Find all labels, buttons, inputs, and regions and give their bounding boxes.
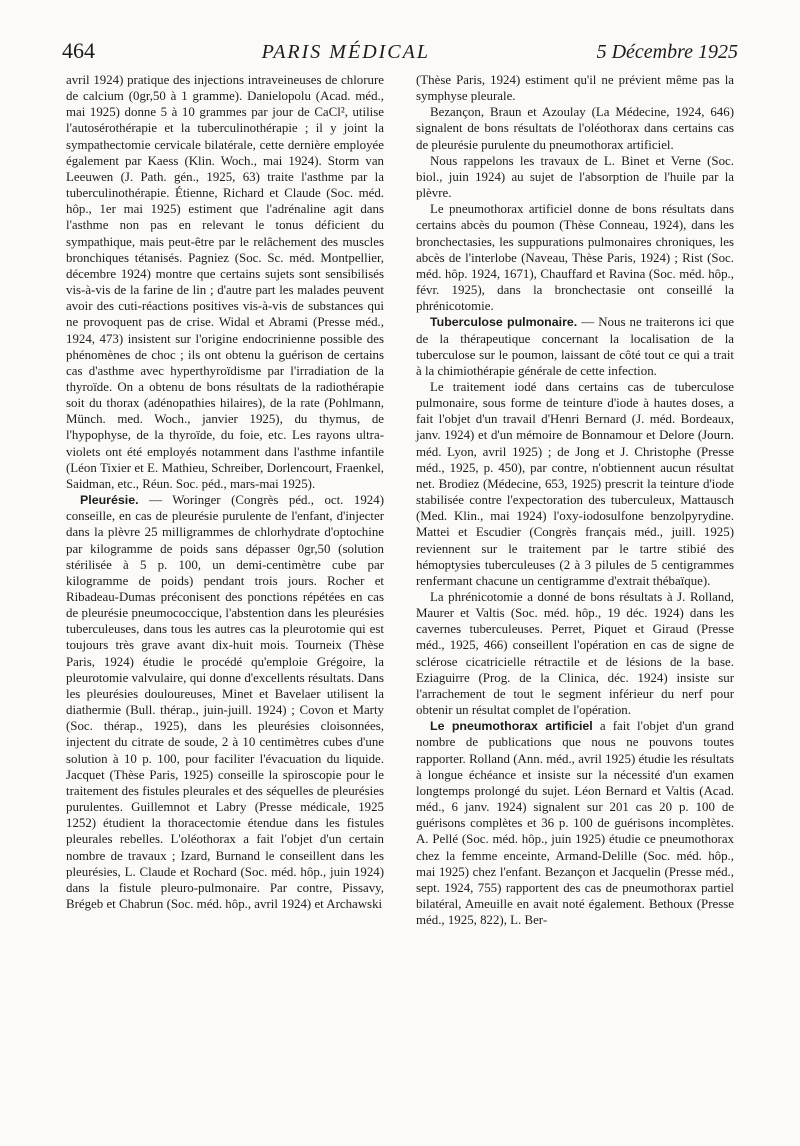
section-heading: Tuberculose pulmonaire. (430, 315, 578, 330)
paragraph-text: — Nous ne traiterons ici que de la thérapeutique concernant la localisation de la tuberculose sur le poumon, laissant de côté tout ce qui a trait à la chimiothérapie générale de cette infection. (416, 315, 734, 378)
section-heading: Pleurésie. (80, 493, 139, 508)
journal-title: PARIS MÉDICAL (261, 41, 430, 63)
paragraph: La phrénicotomie a donné de bons résultats à J. Rolland, Maurer et Valtis (Soc. méd. hôp., 19 déc. 1924) dans les cavernes tuberculeuses. Perret, Piquet et Giraud (Presse méd., 1925, 466) conseillent l'opération en cas de signe de sclérose cicatricielle rétractile et de lésions de la base. Eziaguirre (Prog. de la Clinica, déc. 1924) insiste sur l'arrachement de tout le segment inférieur du nerf pour obtenir un résultat complet de l'opération. (416, 590, 734, 718)
paragraph: Nous rappelons les travaux de L. Binet et Verne (Soc. biol., juin 1924) au sujet de l'absorption de l'huile par la plèvre. (416, 153, 734, 201)
page-header (62, 38, 738, 68)
page-number: 464 (62, 38, 95, 63)
right-column (416, 72, 734, 928)
issue-date: 5 Décembre 1925 (596, 41, 738, 63)
paragraph (416, 718, 734, 928)
paragraph: Bezançon, Braun et Azoulay (La Médecine, 1924, 646) signalent de bons résultats de l'oléothorax dans certains cas de pleurésie purulente du pneumothorax artificiel. (416, 105, 734, 152)
paragraph (416, 314, 734, 379)
paragraph: avril 1924) pratique des injections intraveineuses de chlorure de calcium (0gr,50 à 1 gramme). Danielopolu (Acad. méd., mai 1925) donne 5 à 10 grammes par jour de CaCl², utilise l'autosérothérapie et la tuberculinothérapie ; il y joint la sympathectomie cervicale bilatérale, cette dernière employée également par Kaess (Klin. Woch., mai 1924). Storm van Leeuwen (J. Path. gén., 1925, 63) traite l'asthme par la tuberculinothérapie. Étienne, Richard et Claude (Soc. méd. hôp., 1er mai 1925) estiment que l'adrénaline agit dans l'asthme non pas en relevant le tonus déficient du sympathique, mais peut-être par le relâchement des muscles bronchiques tétanisés. Pagniez (Soc. Sc. méd. Montpellier, décembre 1924) montre que certains sujets sont sensibilisés vis-à-vis de la farine de lin ; d'autre part les malades peuvent avoir des cuti-réactions positives vis-à-vis de substances qui ne provoquent pas de crise. Widal et Abrami (Presse méd., 1924, 473) insistent sur l'origine endocrinienne possible des phénomènes de choc ; ils ont obtenu la guérison de certains cas d'asthme avec hyperthyroïdisme par l'irradiation de la thyroïde. On a obtenu de bons résultats de la radiothérapie soit du thorax (adénopathies hilaires), de la rate (Pohlmann, Münch. med. Woch., janvier 1925), du thymus, de l'hypophyse, de la thyroïde, du foie, etc. Les rayons ultra-violets ont été employés notamment dans l'asthme infantile (Léon Tixier et E. Mathieu, Schreiber, Dorlencourt, Fraenkel, Saidman, etc., Réun. Soc. péd., mars-mai 1925). (66, 73, 384, 491)
paragraph (66, 492, 384, 912)
left-column (66, 72, 384, 912)
paragraph-text: a fait l'objet d'un grand nombre de publications que nous ne pouvons toutes rapporter. Rolland (Ann. méd., avril 1925) étudie les résultats à longue échéance et insiste sur la nécessité d'un examen longtemps prolongé du sujet. Léon Bernard et Valtis (Acad. méd., 6 janv. 1924) signalent sur 201 cas 20 p. 100 de guérisons complètes et 36 p. 100 de guérisons incomplètes. A. Pellé (Soc. méd. hôp., juin 1925) étudie ce pneumothorax chez la femme enceinte, Armand-Delille (Soc. méd. hôp., mai 1925) chez l'enfant. Bezançon et Jacquelin (Presse méd., sept. 1924, 755) rapportent des cas de pneumothorax partiel bilatéral, Ameuille en avait noté également. Bethoux (Presse méd., 1925, 822), L. Ber- (416, 719, 735, 928)
paragraph: Le traitement iodé dans certains cas de tuberculose pulmonaire, sous forme de teinture d'iode à hautes doses, a fait l'objet d'un travail d'Henri Bernard (J. méd. Bordeaux, janv. 1924) et d'un mémoire de Bonnamour et Delore (Journ. méd. Lyon, avril 1925) ; de Jong et J. Christophe (Presse méd., 1925, p. 450), par contre, n'obtiennent aucun résultat net. Brodiez (Médecine, 653, 1925) prescrit la teinture d'iode stabilisée contre l'expectoration des tuberculeux, Mattausch (Med. Klin., mai 1924) l'oxy-iodosulfone benzolpyrydine. Mattei et Escudier (Congrès français méd., juill. 1925) reviennent sur le traitement par le tartre stibié des hémoptysies tuberculeuses (2 à 3 pilules de 5 centigrammes renfermant chacune un centigramme d'extrait thébaïque). (416, 379, 734, 588)
paragraph-text: — Woringer (Congrès péd., oct. 1924) conseille, en cas de pleurésie purulente de l'enfant, d'injecter dans la plèvre 25 milligrammes de chlorhydrate d'optochine par kilogramme de poids sans dépasser 0gr,50 (solution stérilisée à 5 p. 100, un demi-centimètre cube par kilogramme de poids) pendant trois jours. Rocher et Ribadeau-Dumas préconisent des ponctions répétées en cas de pleurésie pneumococcique, l'abstention dans les pleurésies tuberculeuses, dans tous les autres cas la pleurotomie qui est toujours très grave avant dix-huit mois. Tourneix (Thèse Paris, 1924) étudie le procédé qu'emploie Grégoire, la pleurotomie valvulaire, qui donne d'excellents résultats. Dans les pleurésies douloureuses, Minet et Bavelaer utilisent la diathermie (Bull. thérap., juin-juill. 1924) ; Covon et Marty (Soc. thérap., 1925), dans les pleurésies cloisonnées, injectent du citrate de soude, 2 à 10 centimètres cubes d'une solution à 10 p. 100, pour faciliter l'évacuation du liquide. Jacquet (Thèse Paris, 1925) conseille la spiroscopie pour le traitement des fistules pleurales et des séquelles de pleurésies purulentes. Guillemnot et Labry (Presse médicale, 1925 1252) étudient la thoracectomie étendue dans les fistules pleurales rebelles. L'oléothorax a fait l'objet d'un certain nombre de travaux ; Izard, Burnand le conseillent dans les pleurésies, L. Claude et Rochard (Soc. méd. hôp., juin 1924) dans la fistule pleuro-pulmonaire. Par contre, Pissavy, Brégeb et Chabrun (Soc. méd. hôp., avril 1924) et Archawski (66, 493, 384, 911)
paragraph: (Thèse Paris, 1924) estiment qu'il ne prévient même pas la symphyse pleurale. (416, 73, 734, 104)
section-heading: Le pneumothorax artificiel (430, 719, 593, 734)
paragraph: Le pneumothorax artificiel donne de bons résultats dans certains abcès du poumon (Thèse Conneau, 1924), dans les bronchectasies, les suppurations pulmonaires chroniques, les abcès de l'interlobe (Naveau, Thèse Paris, 1924) ; Rist (Soc. méd. hôp. 1924, 1671), Chauffard et Ravina (Soc. méd. hôp., févr. 1925), dans la bronchectasie ont conseillé la phrénicotomie. (416, 202, 734, 314)
